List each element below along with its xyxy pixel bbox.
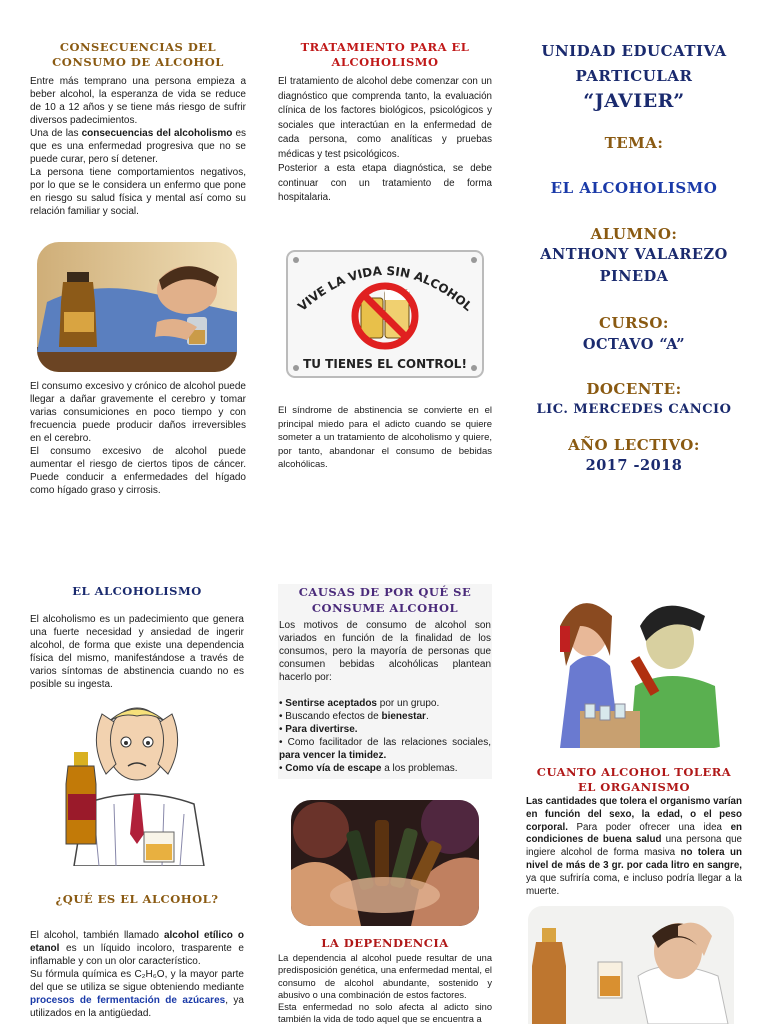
consecuencias-p1: Entre más temprano una persona empieza a beber alcohol, la esperanza de vida se reduce de 10 a 12 años y se tiene más riesgo de sufrir diversos padecimientos.	[30, 76, 246, 126]
panel-tolera	[526, 765, 742, 898]
consecuencias-title: CONSECUENCIAS DEL CONSUMO DE ALCOHOL	[52, 40, 224, 69]
tolera-p1: Las cantidades que tolera el organismo varían en función del sexo, la edad, o el peso corporal. Para poder ofrecer una idea en condiciones de buena salud una persona que ingiere alcohol de forma masiva no tolera un nivel de más de 3 gr. por cada litro en sangre, ya que sufriría coma, e incluso podría llegar a la muerte.	[526, 796, 742, 897]
tratamiento-text-bottom	[278, 404, 492, 472]
couple-drinking-illustration	[540, 586, 728, 748]
tolera-text	[526, 796, 742, 898]
alcoholismo-text	[30, 613, 244, 691]
docente-value: LIC. MERCEDES CANCIO	[536, 402, 732, 417]
couple-drinking-image	[540, 586, 728, 748]
sad-man-drinking-illustration	[528, 906, 734, 1024]
tratamiento-p3: El síndrome de abstinencia se convierte en el principal miedo para el adicto cuando se quiere someter a un tratamiento de alcoholismo y quiere, por tanto, abandonar el consumo de bebidas alcohólicas.	[278, 405, 492, 470]
tema-value: EL ALCOHOLISMO	[550, 179, 718, 197]
consecuencias-p2: Una de las consecuencias del alcoholismo es que es una enfermedad progresiva que no se puede curar, pero sí detener.	[30, 128, 247, 165]
school-name-line2: PARTICULAR	[575, 67, 693, 85]
drunk-man-image	[37, 242, 237, 372]
panel-dependencia	[278, 936, 492, 1026]
alcoholismo-p1: El alcoholismo es un padecimiento que genera una fuerte necesidad y ansiedad de ingerir alcohol, de forma que existe una dependencia física del mismo, manifestándose a través de varios síntomas de abstinencia cuando no es posible su ingesta.	[30, 614, 244, 690]
panel-que-es	[30, 892, 244, 1020]
consecuencias-p3: La persona tiene comportamientos negativos, por lo que se le considera un enfermo que pone en riesgo su salud física y mental así como su relación familiar y social.	[30, 167, 246, 217]
consecuencias-text-top	[30, 75, 246, 218]
consecuencias-p5: El consumo excesivo de alcohol puede aumentar el riesgo de ciertos tipos de cáncer. Puede conducir a enfermedades del hígado como hígado graso y cirrosis.	[30, 446, 246, 496]
consecuencias-text-bottom	[30, 380, 246, 497]
causas-item-5: • Como vía de escape a los problemas.	[279, 762, 491, 775]
tolera-title: CUANTO ALCOHOL TOLERA EL ORGANISMO	[536, 765, 732, 794]
panel-tratamiento	[278, 40, 492, 206]
causas-item-2: • Buscando efectos de bienestar.	[279, 710, 491, 723]
que-es-p1: El alcohol, también llamado alcohol etílico o etanol es un líquido incoloro, trasparente e inflamable y con un olor característico.	[30, 930, 244, 967]
dependencia-text	[278, 952, 492, 1026]
anio-label: AÑO LECTIVO:	[568, 436, 700, 454]
no-alcohol-sign	[286, 250, 484, 378]
curso-label: CURSO:	[599, 314, 669, 332]
toasting-drinks-image	[291, 800, 479, 926]
sign-top-text: VIVE LA VIDA SIN ALCOHOL	[295, 263, 475, 314]
panel-consecuencias	[30, 40, 246, 218]
sign-bottom-text: TU TIENES EL CONTROL!	[303, 357, 467, 371]
tratamiento-title: TRATAMIENTO PARA EL ALCOHOLISMO	[300, 40, 470, 69]
causas-title: CAUSAS DE POR QUÉ SE CONSUME ALCOHOL	[298, 585, 472, 615]
alumno-label: ALUMNO:	[590, 225, 678, 243]
panel-alcoholismo	[30, 584, 244, 691]
causas-p1: Los motivos de consumo de alcohol son variados en función de la finalidad de los consumos, pero la mayoría de personas que consumen bebidas alcohólicas plantean hacerlo por:	[279, 620, 491, 683]
school-name-line1: UNIDAD EDUCATIVA	[541, 42, 727, 60]
school-name-line3: “JAVIER”	[583, 90, 685, 112]
tema-label: TEMA:	[604, 134, 664, 152]
sad-man-drinking-image	[528, 906, 734, 1024]
no-alcohol-sign-illustration	[286, 250, 484, 378]
dependencia-p1: La dependencia al alcohol puede resultar de una predisposición genética, una enfermedad mental, el consumo de alcohol abundante, sostenido y abusivo o una combinación de estos factores.	[278, 953, 492, 1000]
panel-portada	[521, 0, 747, 500]
que-es-p2: Su fórmula química es C₂H₆O, y la mayor parte del que se utiliza se sigue obteniendo mediante procesos de fermentación de azúcares, ya utilizados en la antigüedad.	[30, 969, 244, 1019]
causas-text	[278, 619, 492, 775]
consecuencias-p4: El consumo excesivo y crónico de alcohol puede llegar a dañar gravemente el cerebro y tomar varias consumiciones en poco tiempo y con frecuencia puede producir daños irreversibles en el cerebro.	[30, 381, 246, 444]
panel-causas	[278, 584, 492, 779]
dependencia-title: LA DEPENDENCIA	[321, 936, 449, 950]
worried-man-image	[44, 694, 230, 866]
curso-value: OCTAVO “A”	[582, 336, 686, 353]
alumno-line1: ANTHONY VALAREZO	[540, 246, 728, 263]
que-es-text	[30, 929, 244, 1020]
dependencia-p2: Esta enfermedad no solo afecta al adicto sino también la vida de todo aquel que se encuentra a	[278, 1002, 492, 1025]
causas-list	[279, 697, 491, 775]
docente-label: DOCENTE:	[586, 380, 682, 398]
alumno-line2: PINEDA	[599, 268, 669, 285]
causas-item-3: • Para divertirse.	[279, 723, 491, 736]
toasting-drinks-illustration	[291, 800, 479, 926]
alcoholismo-title: EL ALCOHOLISMO	[72, 584, 202, 598]
anio-value: 2017 -2018	[585, 457, 683, 474]
causas-item-1: • Sentirse aceptados por un grupo.	[279, 697, 491, 710]
que-es-title: ¿QUÉ ES EL ALCOHOL?	[55, 892, 219, 906]
worried-man-illustration	[44, 694, 230, 866]
tratamiento-text-top	[278, 75, 492, 206]
tratamiento-p2: Posterior a esta etapa diagnóstica, se debe continuar con un tratamiento de forma hospitalaria.	[278, 163, 492, 203]
tratamiento-p1: El tratamiento de alcohol debe comenzar con un diagnóstico que comprenda tanto, la evaluación clínica de los factores biológicos, psicológicos y sociales que interactúan en la enfermedad de cada persona, como analíticas y pruebas médicas y test psicológicos.	[278, 76, 492, 160]
causas-item-4: • Como facilitador de las relaciones sociales, para vencer la timidez.	[279, 736, 491, 762]
drunk-man-illustration	[37, 242, 237, 372]
